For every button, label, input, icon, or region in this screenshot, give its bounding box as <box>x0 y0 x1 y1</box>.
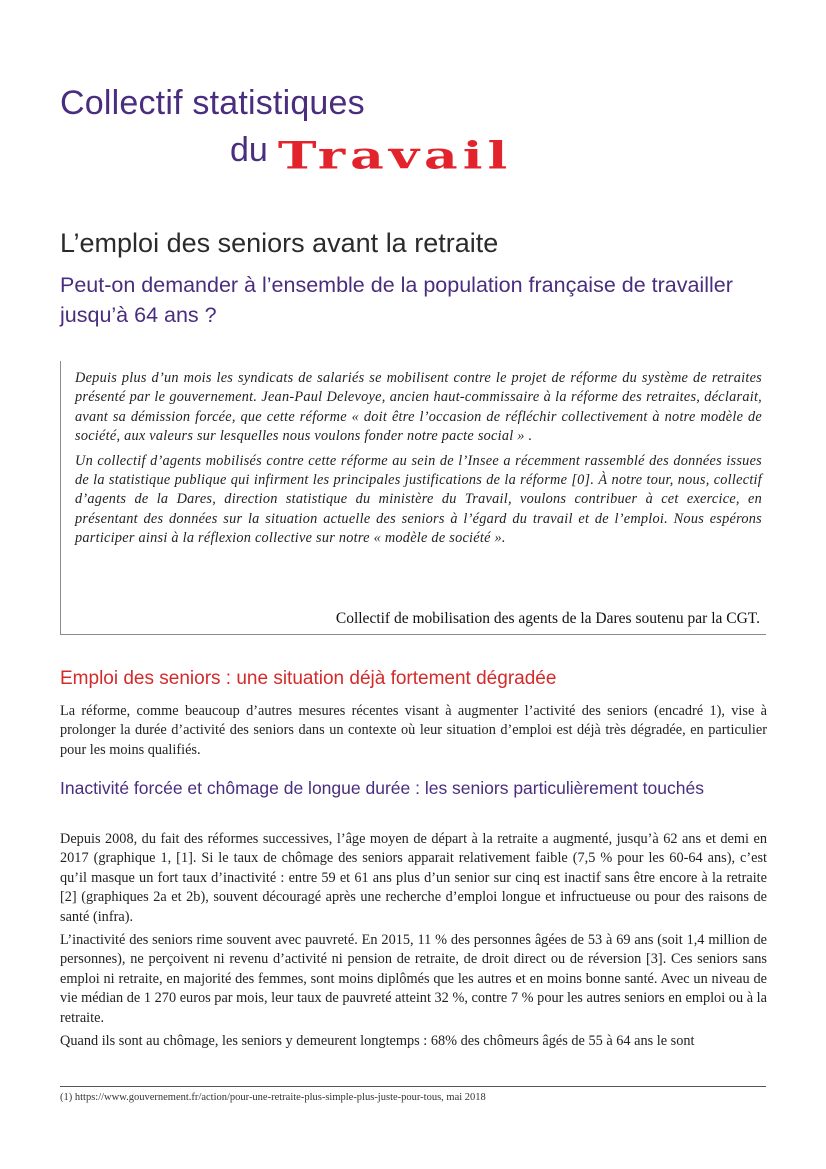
section1-paragraph: La réforme, comme beaucoup d’autres mesures récentes visant à augmenter l’activité des seniors (encadré 1), vise à prolonger la durée d’activité des seniors dans un contexte où leur situation d’emploi est déjà très dégradée, en particulier pour les moins qualifiés. <box>60 703 767 758</box>
intro-box <box>60 361 766 635</box>
footnote-divider <box>60 1086 766 1087</box>
masthead-logo <box>230 126 513 178</box>
section2-paragraph-2: L’inactivité des seniors rime souvent avec pauvreté. En 2015, 11 % des personnes âgées de 53 à 69 ans (soit 1,4 million de personnes), ne perçoivent ni revenu d’activité ni pension de retraite, de droit direct ou de réversion [3]. Ces seniors sans emploi ni retraite, en majorité des femmes, sont moins diplômés que les autres et en moins bonne santé. Avec un niveau de vie médian de 1 270 euros par mois, leur taux de pauvreté atteint 32 %, contre 7 % pour les autres seniors en emploi ou à la retraite. <box>60 932 767 1026</box>
intro-paragraph-2: Un collectif d’agents mobilisés contre cette réforme au sein de l’Insee a récemment rassemblé des données issues de la statistique publique qui infirment les principales justifications de la réforme [0]. À notre tour, nous, collectif d’agents de la Dares, direction statistique du ministère du Travail, voulons contribuer à cet exercice, en présentant des données sur la situation actuelle des seniors à l’égard du travail et de l’emploi. Nous espérons participer ainsi à la réflexion collective sur notre « modèle de société ». <box>75 452 762 547</box>
page-title: L’emploi des seniors avant la retraite <box>60 228 499 258</box>
masthead-travail-logo: Travail <box>277 133 513 178</box>
section2-body <box>60 830 767 1055</box>
section1-heading: Emploi des seniors : une situation déjà fortement dégradée <box>60 668 557 689</box>
section2-paragraph-1: Depuis 2008, du fait des réformes successives, l’âge moyen de départ à la retraite a augmenté, jusqu’à 62 ans et demi en 2017 (graphique 1, [1]. Si le taux de chômage des seniors apparait relativement faible (7,5 % pour les 60-64 ans), c’est qu’il masque un fort taux d’inactivité : entre 59 et 61 ans plus d’un senior sur cinq est inactif sans être encore à la retraite [2] (graphiques 2a et 2b), souvent découragé après une recherche d’emploi longue et infructueuse ou pour des raisons de santé (infra). <box>60 831 767 925</box>
masthead-collectif-statistiques: Collectif statistiques <box>60 84 365 122</box>
intro-paragraph-1: Depuis plus d’un mois les syndicats de salariés se mobilisent contre le projet de réforme du système de retraites présenté par le gouvernement. Jean-Paul Delevoye, ancien haut-commissaire à la réforme des retraites, déclarait, avant sa démission forcée, que cette réforme « doit être l’occasion de réfléchir collectivement à notre modèle de société, aux valeurs sur lesquelles nous voulons fonder notre pacte social » . <box>75 370 762 445</box>
page-subtitle: Peut-on demander à l’ensemble de la population française de travailler jusqu’à 64 ans ? <box>60 273 733 327</box>
section2-heading: Inactivité forcée et chômage de longue durée : les seniors particulièrement touchés <box>60 778 704 798</box>
footnote: (1) https://www.gouvernement.fr/action/pour-une-retraite-plus-simple-plus-juste-pour-tous, mai 2018 <box>60 1092 486 1103</box>
masthead-du: du <box>230 131 268 169</box>
intro-signature: Collectif de mobilisation des agents de la Dares soutenu par la CGT. <box>335 610 760 627</box>
section2-paragraph-3: Quand ils sont au chômage, les seniors y demeurent longtemps : 68% des chômeurs âgés de 55 à 64 ans le sont <box>60 1033 695 1050</box>
